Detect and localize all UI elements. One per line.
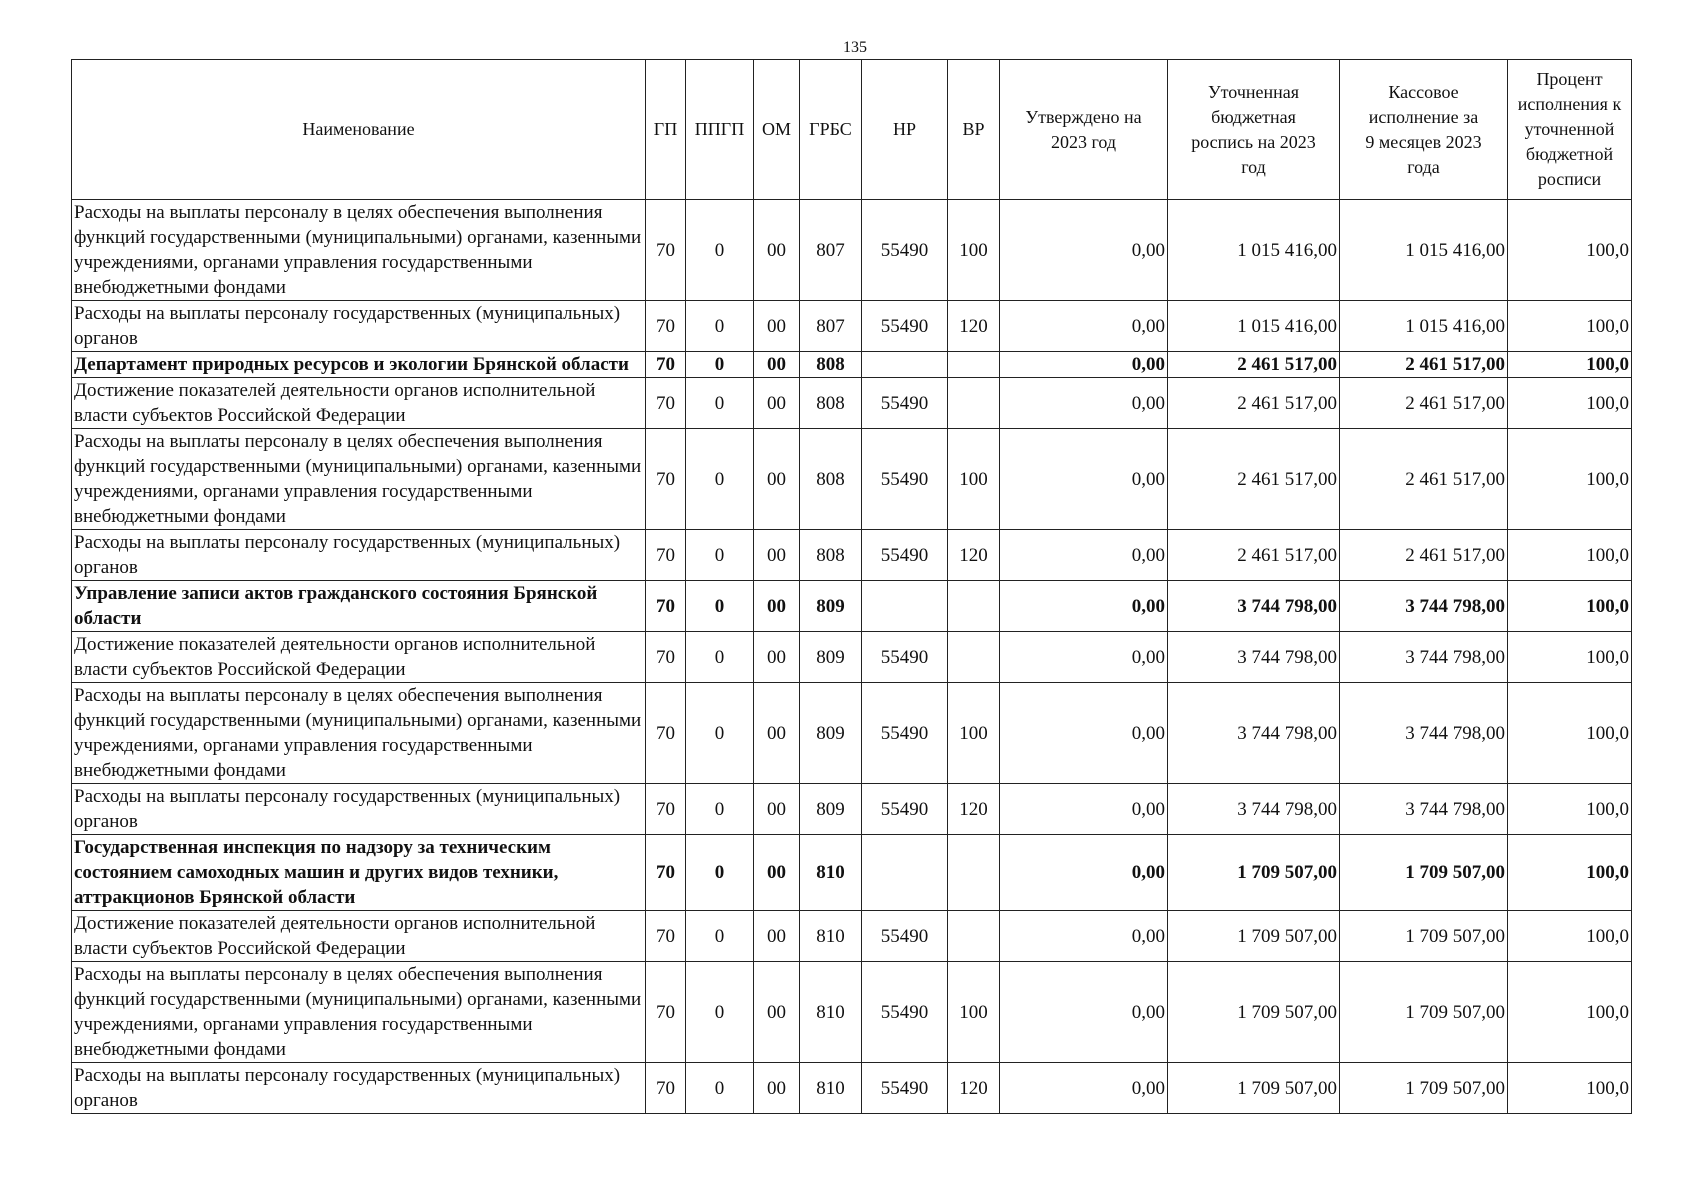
cell-ppgp: 0 [686, 429, 754, 530]
cell-gp: 70 [646, 530, 686, 581]
cell-approved: 0,00 [1000, 301, 1168, 352]
cell-cash: 1 709 507,00 [1340, 1063, 1508, 1114]
cell-percent: 100,0 [1508, 683, 1632, 784]
cell-cash: 3 744 798,00 [1340, 581, 1508, 632]
cell-name: Расходы на выплаты персоналу в целях обеспечения выполнения функций государственными (муниципальными) органами, казенными учреждениями, органами управления государственными внебюджетными фондами [72, 683, 646, 784]
cell-grbs: 808 [800, 352, 862, 378]
header-grbs: ГРБС [800, 60, 862, 200]
cell-cash: 1 015 416,00 [1340, 200, 1508, 301]
cell-gp: 70 [646, 378, 686, 429]
cell-name: Расходы на выплаты персоналу государственных (муниципальных) органов [72, 301, 646, 352]
cell-vr: 100 [948, 200, 1000, 301]
cell-ppgp: 0 [686, 683, 754, 784]
cell-refined: 2 461 517,00 [1168, 530, 1340, 581]
cell-name: Расходы на выплаты персоналу государственных (муниципальных) органов [72, 784, 646, 835]
cell-vr [948, 911, 1000, 962]
table-row [72, 1063, 1632, 1114]
cell-ppgp: 0 [686, 911, 754, 962]
table-row [72, 632, 1632, 683]
table-row [72, 911, 1632, 962]
table-row [72, 200, 1632, 301]
table-row [72, 835, 1632, 911]
cell-percent: 100,0 [1508, 301, 1632, 352]
cell-ppgp: 0 [686, 301, 754, 352]
cell-cash: 1 709 507,00 [1340, 835, 1508, 911]
cell-name: Расходы на выплаты персоналу в целях обеспечения выполнения функций государственными (муниципальными) органами, казенными учреждениями, органами управления государственными внебюджетными фондами [72, 200, 646, 301]
cell-om: 00 [754, 632, 800, 683]
cell-om: 00 [754, 835, 800, 911]
cell-cash: 2 461 517,00 [1340, 378, 1508, 429]
cell-approved: 0,00 [1000, 352, 1168, 378]
cell-refined: 1 709 507,00 [1168, 911, 1340, 962]
cell-nr: 55490 [862, 429, 948, 530]
cell-om: 00 [754, 784, 800, 835]
cell-om: 00 [754, 301, 800, 352]
cell-om: 00 [754, 200, 800, 301]
cell-refined: 2 461 517,00 [1168, 378, 1340, 429]
cell-vr [948, 835, 1000, 911]
cell-percent: 100,0 [1508, 581, 1632, 632]
cell-grbs: 810 [800, 911, 862, 962]
cell-om: 00 [754, 1063, 800, 1114]
cell-approved: 0,00 [1000, 911, 1168, 962]
cell-ppgp: 0 [686, 581, 754, 632]
cell-gp: 70 [646, 632, 686, 683]
cell-refined: 1 015 416,00 [1168, 301, 1340, 352]
cell-name: Департамент природных ресурсов и экологии Брянской области [72, 352, 646, 378]
cell-nr: 55490 [862, 1063, 948, 1114]
cell-approved: 0,00 [1000, 835, 1168, 911]
cell-approved: 0,00 [1000, 200, 1168, 301]
header-om: ОМ [754, 60, 800, 200]
table-row [72, 962, 1632, 1063]
cell-om: 00 [754, 530, 800, 581]
cell-ppgp: 0 [686, 784, 754, 835]
cell-om: 00 [754, 378, 800, 429]
cell-ppgp: 0 [686, 1063, 754, 1114]
cell-nr: 55490 [862, 632, 948, 683]
table-row [72, 301, 1632, 352]
header-refined: Уточненная бюджетная роспись на 2023 год [1168, 60, 1340, 200]
cell-grbs: 809 [800, 784, 862, 835]
cell-gp: 70 [646, 962, 686, 1063]
cell-refined: 3 744 798,00 [1168, 581, 1340, 632]
cell-gp: 70 [646, 200, 686, 301]
header-cash: Кассовое исполнение за 9 месяцев 2023 года [1340, 60, 1508, 200]
cell-refined: 1 709 507,00 [1168, 962, 1340, 1063]
cell-name: Расходы на выплаты персоналу государственных (муниципальных) органов [72, 1063, 646, 1114]
table-row [72, 429, 1632, 530]
cell-vr [948, 632, 1000, 683]
cell-om: 00 [754, 683, 800, 784]
cell-cash: 1 709 507,00 [1340, 911, 1508, 962]
cell-name: Управление записи актов гражданского состояния Брянской области [72, 581, 646, 632]
cell-grbs: 808 [800, 530, 862, 581]
cell-nr: 55490 [862, 301, 948, 352]
cell-gp: 70 [646, 911, 686, 962]
cell-grbs: 810 [800, 1063, 862, 1114]
cell-vr [948, 581, 1000, 632]
cell-nr [862, 581, 948, 632]
cell-om: 00 [754, 962, 800, 1063]
cell-om: 00 [754, 352, 800, 378]
cell-gp: 70 [646, 683, 686, 784]
cell-nr: 55490 [862, 911, 948, 962]
cell-name: Расходы на выплаты персоналу в целях обеспечения выполнения функций государственными (муниципальными) органами, казенными учреждениями, органами управления государственными внебюджетными фондами [72, 429, 646, 530]
cell-ppgp: 0 [686, 378, 754, 429]
cell-approved: 0,00 [1000, 581, 1168, 632]
cell-name: Расходы на выплаты персоналу в целях обеспечения выполнения функций государственными (муниципальными) органами, казенными учреждениями, органами управления государственными внебюджетными фондами [72, 962, 646, 1063]
cell-gp: 70 [646, 1063, 686, 1114]
cell-grbs: 810 [800, 962, 862, 1063]
cell-vr: 120 [948, 530, 1000, 581]
cell-gp: 70 [646, 835, 686, 911]
cell-percent: 100,0 [1508, 530, 1632, 581]
cell-gp: 70 [646, 352, 686, 378]
cell-ppgp: 0 [686, 632, 754, 683]
cell-approved: 0,00 [1000, 530, 1168, 581]
cell-vr: 120 [948, 784, 1000, 835]
cell-nr: 55490 [862, 530, 948, 581]
cell-percent: 100,0 [1508, 429, 1632, 530]
cell-cash: 3 744 798,00 [1340, 784, 1508, 835]
header-approved: Утверждено на 2023 год [1000, 60, 1168, 200]
cell-gp: 70 [646, 429, 686, 530]
cell-cash: 2 461 517,00 [1340, 530, 1508, 581]
header-gp: ГП [646, 60, 686, 200]
table-row [72, 352, 1632, 378]
cell-grbs: 808 [800, 378, 862, 429]
cell-cash: 1 015 416,00 [1340, 301, 1508, 352]
cell-refined: 3 744 798,00 [1168, 784, 1340, 835]
cell-grbs: 809 [800, 683, 862, 784]
cell-ppgp: 0 [686, 352, 754, 378]
cell-refined: 1 015 416,00 [1168, 200, 1340, 301]
cell-percent: 100,0 [1508, 632, 1632, 683]
cell-percent: 100,0 [1508, 784, 1632, 835]
cell-percent: 100,0 [1508, 378, 1632, 429]
cell-grbs: 807 [800, 200, 862, 301]
cell-cash: 2 461 517,00 [1340, 352, 1508, 378]
cell-approved: 0,00 [1000, 962, 1168, 1063]
header-nr: НР [862, 60, 948, 200]
budget-table [71, 59, 1632, 1114]
cell-cash: 1 709 507,00 [1340, 962, 1508, 1063]
table-row [72, 378, 1632, 429]
cell-percent: 100,0 [1508, 1063, 1632, 1114]
cell-approved: 0,00 [1000, 429, 1168, 530]
cell-vr [948, 378, 1000, 429]
cell-gp: 70 [646, 784, 686, 835]
cell-name: Достижение показателей деятельности органов исполнительной власти субъектов Российской Федерации [72, 378, 646, 429]
header-percent: Процент исполнения к уточненной бюджетной росписи [1508, 60, 1632, 200]
cell-vr: 100 [948, 429, 1000, 530]
cell-name: Государственная инспекция по надзору за техническим состоянием самоходных машин и других видов техники, аттракционов Брянской области [72, 835, 646, 911]
cell-ppgp: 0 [686, 835, 754, 911]
table-row [72, 581, 1632, 632]
cell-om: 00 [754, 911, 800, 962]
cell-nr [862, 352, 948, 378]
cell-ppgp: 0 [686, 530, 754, 581]
cell-refined: 2 461 517,00 [1168, 352, 1340, 378]
page-number: 135 [843, 39, 867, 56]
cell-nr [862, 835, 948, 911]
cell-vr: 100 [948, 962, 1000, 1063]
cell-nr: 55490 [862, 683, 948, 784]
cell-nr: 55490 [862, 378, 948, 429]
cell-approved: 0,00 [1000, 1063, 1168, 1114]
cell-percent: 100,0 [1508, 911, 1632, 962]
cell-gp: 70 [646, 581, 686, 632]
cell-refined: 1 709 507,00 [1168, 1063, 1340, 1114]
cell-ppgp: 0 [686, 200, 754, 301]
cell-vr [948, 352, 1000, 378]
cell-name: Достижение показателей деятельности органов исполнительной власти субъектов Российской Федерации [72, 632, 646, 683]
header-ppgp: ППГП [686, 60, 754, 200]
cell-ppgp: 0 [686, 962, 754, 1063]
table-row [72, 683, 1632, 784]
cell-vr: 100 [948, 683, 1000, 784]
cell-nr: 55490 [862, 200, 948, 301]
cell-vr: 120 [948, 301, 1000, 352]
cell-percent: 100,0 [1508, 835, 1632, 911]
cell-vr: 120 [948, 1063, 1000, 1114]
cell-nr: 55490 [862, 784, 948, 835]
cell-gp: 70 [646, 301, 686, 352]
cell-approved: 0,00 [1000, 784, 1168, 835]
table-row [72, 530, 1632, 581]
cell-cash: 3 744 798,00 [1340, 683, 1508, 784]
cell-percent: 100,0 [1508, 352, 1632, 378]
cell-refined: 2 461 517,00 [1168, 429, 1340, 530]
table-body [72, 200, 1632, 1114]
cell-percent: 100,0 [1508, 962, 1632, 1063]
cell-approved: 0,00 [1000, 683, 1168, 784]
cell-om: 00 [754, 581, 800, 632]
cell-refined: 3 744 798,00 [1168, 683, 1340, 784]
header-name: Наименование [72, 60, 646, 200]
header-vr: ВР [948, 60, 1000, 200]
cell-grbs: 809 [800, 632, 862, 683]
cell-cash: 3 744 798,00 [1340, 632, 1508, 683]
cell-grbs: 808 [800, 429, 862, 530]
cell-om: 00 [754, 429, 800, 530]
cell-cash: 2 461 517,00 [1340, 429, 1508, 530]
cell-approved: 0,00 [1000, 632, 1168, 683]
cell-approved: 0,00 [1000, 378, 1168, 429]
table-row [72, 784, 1632, 835]
cell-grbs: 810 [800, 835, 862, 911]
cell-grbs: 809 [800, 581, 862, 632]
cell-percent: 100,0 [1508, 200, 1632, 301]
cell-refined: 1 709 507,00 [1168, 835, 1340, 911]
cell-name: Достижение показателей деятельности органов исполнительной власти субъектов Российской Федерации [72, 911, 646, 962]
cell-nr: 55490 [862, 962, 948, 1063]
cell-name: Расходы на выплаты персоналу государственных (муниципальных) органов [72, 530, 646, 581]
cell-refined: 3 744 798,00 [1168, 632, 1340, 683]
cell-grbs: 807 [800, 301, 862, 352]
table-header [72, 60, 1632, 200]
